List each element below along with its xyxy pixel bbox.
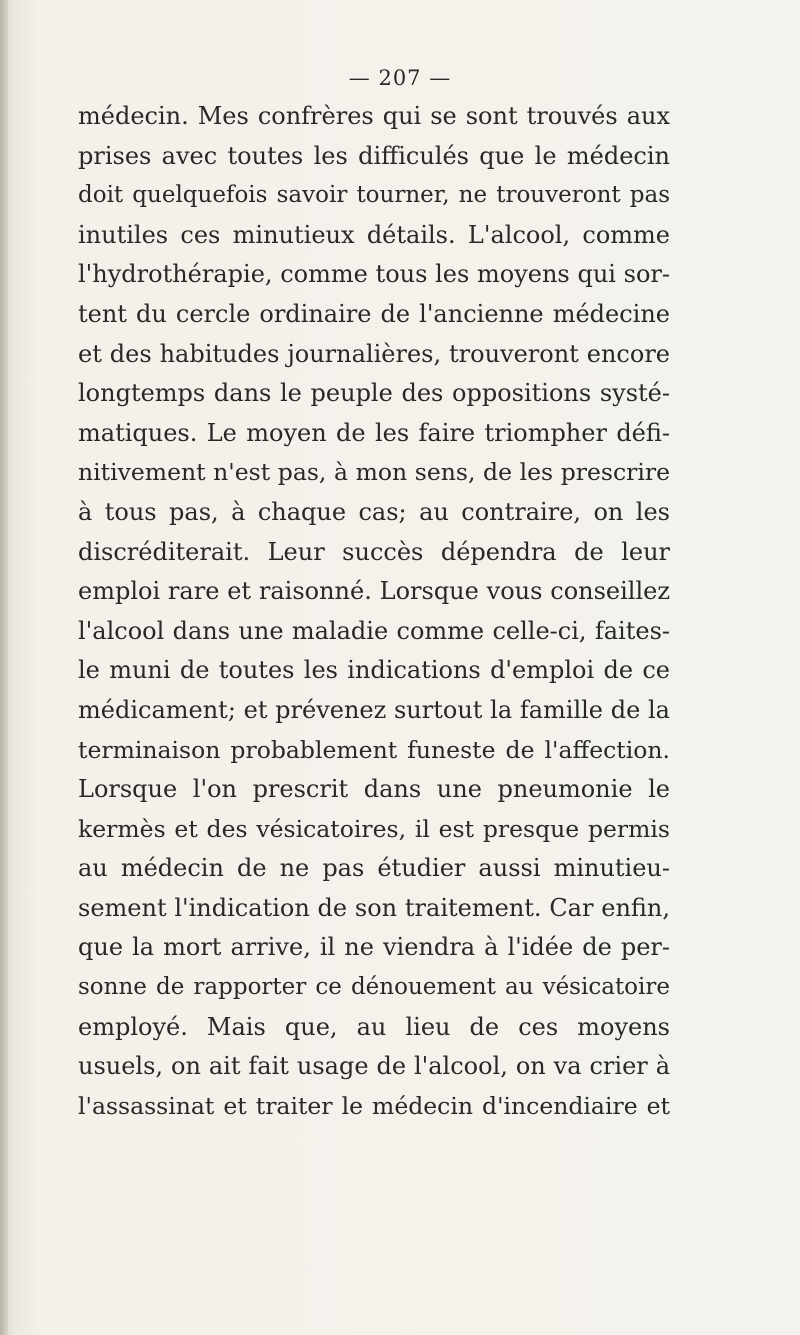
text-line: emploi rare et raisonné. Lorsque vous conseillez	[78, 577, 670, 606]
text-line: que la mort arrive, il ne viendra à l'idée de per-	[78, 933, 670, 962]
text-line: Lorsque l'on prescrit dans une pneumonie le	[78, 775, 670, 804]
text-line: nitivement n'est pas, à mon sens, de les prescrire	[78, 458, 670, 487]
page-spine-shadow	[0, 0, 8, 1335]
text-line: l'hydrothérapie, comme tous les moyens qui sor-	[78, 260, 670, 289]
text-line: et des habitudes journalières, trouveront encore	[78, 339, 670, 368]
text-line: tent du cercle ordinaire de l'ancienne médecine	[78, 299, 670, 328]
text-line: usuels, on ait fait usage de l'alcool, on va crier à	[78, 1052, 670, 1081]
text-line: sement l'indication de son traitement. Car enfin,	[78, 893, 670, 922]
text-line: discréditerait. Leur succès dépendra de leur	[78, 537, 670, 566]
text-line: inutiles ces minutieux détails. L'alcool, comme	[78, 220, 670, 249]
text-line: au médecin de ne pas étudier aussi minutieu-	[78, 854, 670, 883]
text-line: employé. Mais que, au lieu de ces moyens	[78, 1012, 670, 1041]
text-line: le muni de toutes les indications d'emploi de ce	[78, 656, 670, 685]
text-line: matiques. Le moyen de les faire triompher défi-	[78, 418, 670, 447]
text-line: l'assassinat et traiter le médecin d'incendiaire et	[78, 1091, 670, 1120]
text-line: prises avec toutes les difficulés que le médecin	[78, 141, 670, 170]
text-line: médicament; et prévenez surtout la famille de la	[78, 695, 670, 724]
page-number: — 207 —	[348, 66, 452, 90]
text-line: doit quelquefois savoir tourner, ne trouveront pas	[78, 182, 670, 209]
text-line: médecin. Mes confrères qui se sont trouvés aux	[78, 102, 670, 130]
text-line: à tous pas, à chaque cas; au contraire, on les	[78, 497, 670, 526]
text-line: l'alcool dans une maladie comme celle-ci, faites-	[78, 616, 670, 645]
text-line: kermès et des vésicatoires, il est presque permis	[78, 814, 670, 843]
text-line: terminaison probablement funeste de l'affection.	[78, 735, 670, 764]
text-line: sonne de rapporter ce dénouement au vésicatoire	[78, 974, 670, 1001]
text-line: longtemps dans le peuple des oppositions systé-	[78, 379, 670, 408]
body-text	[78, 97, 670, 1126]
